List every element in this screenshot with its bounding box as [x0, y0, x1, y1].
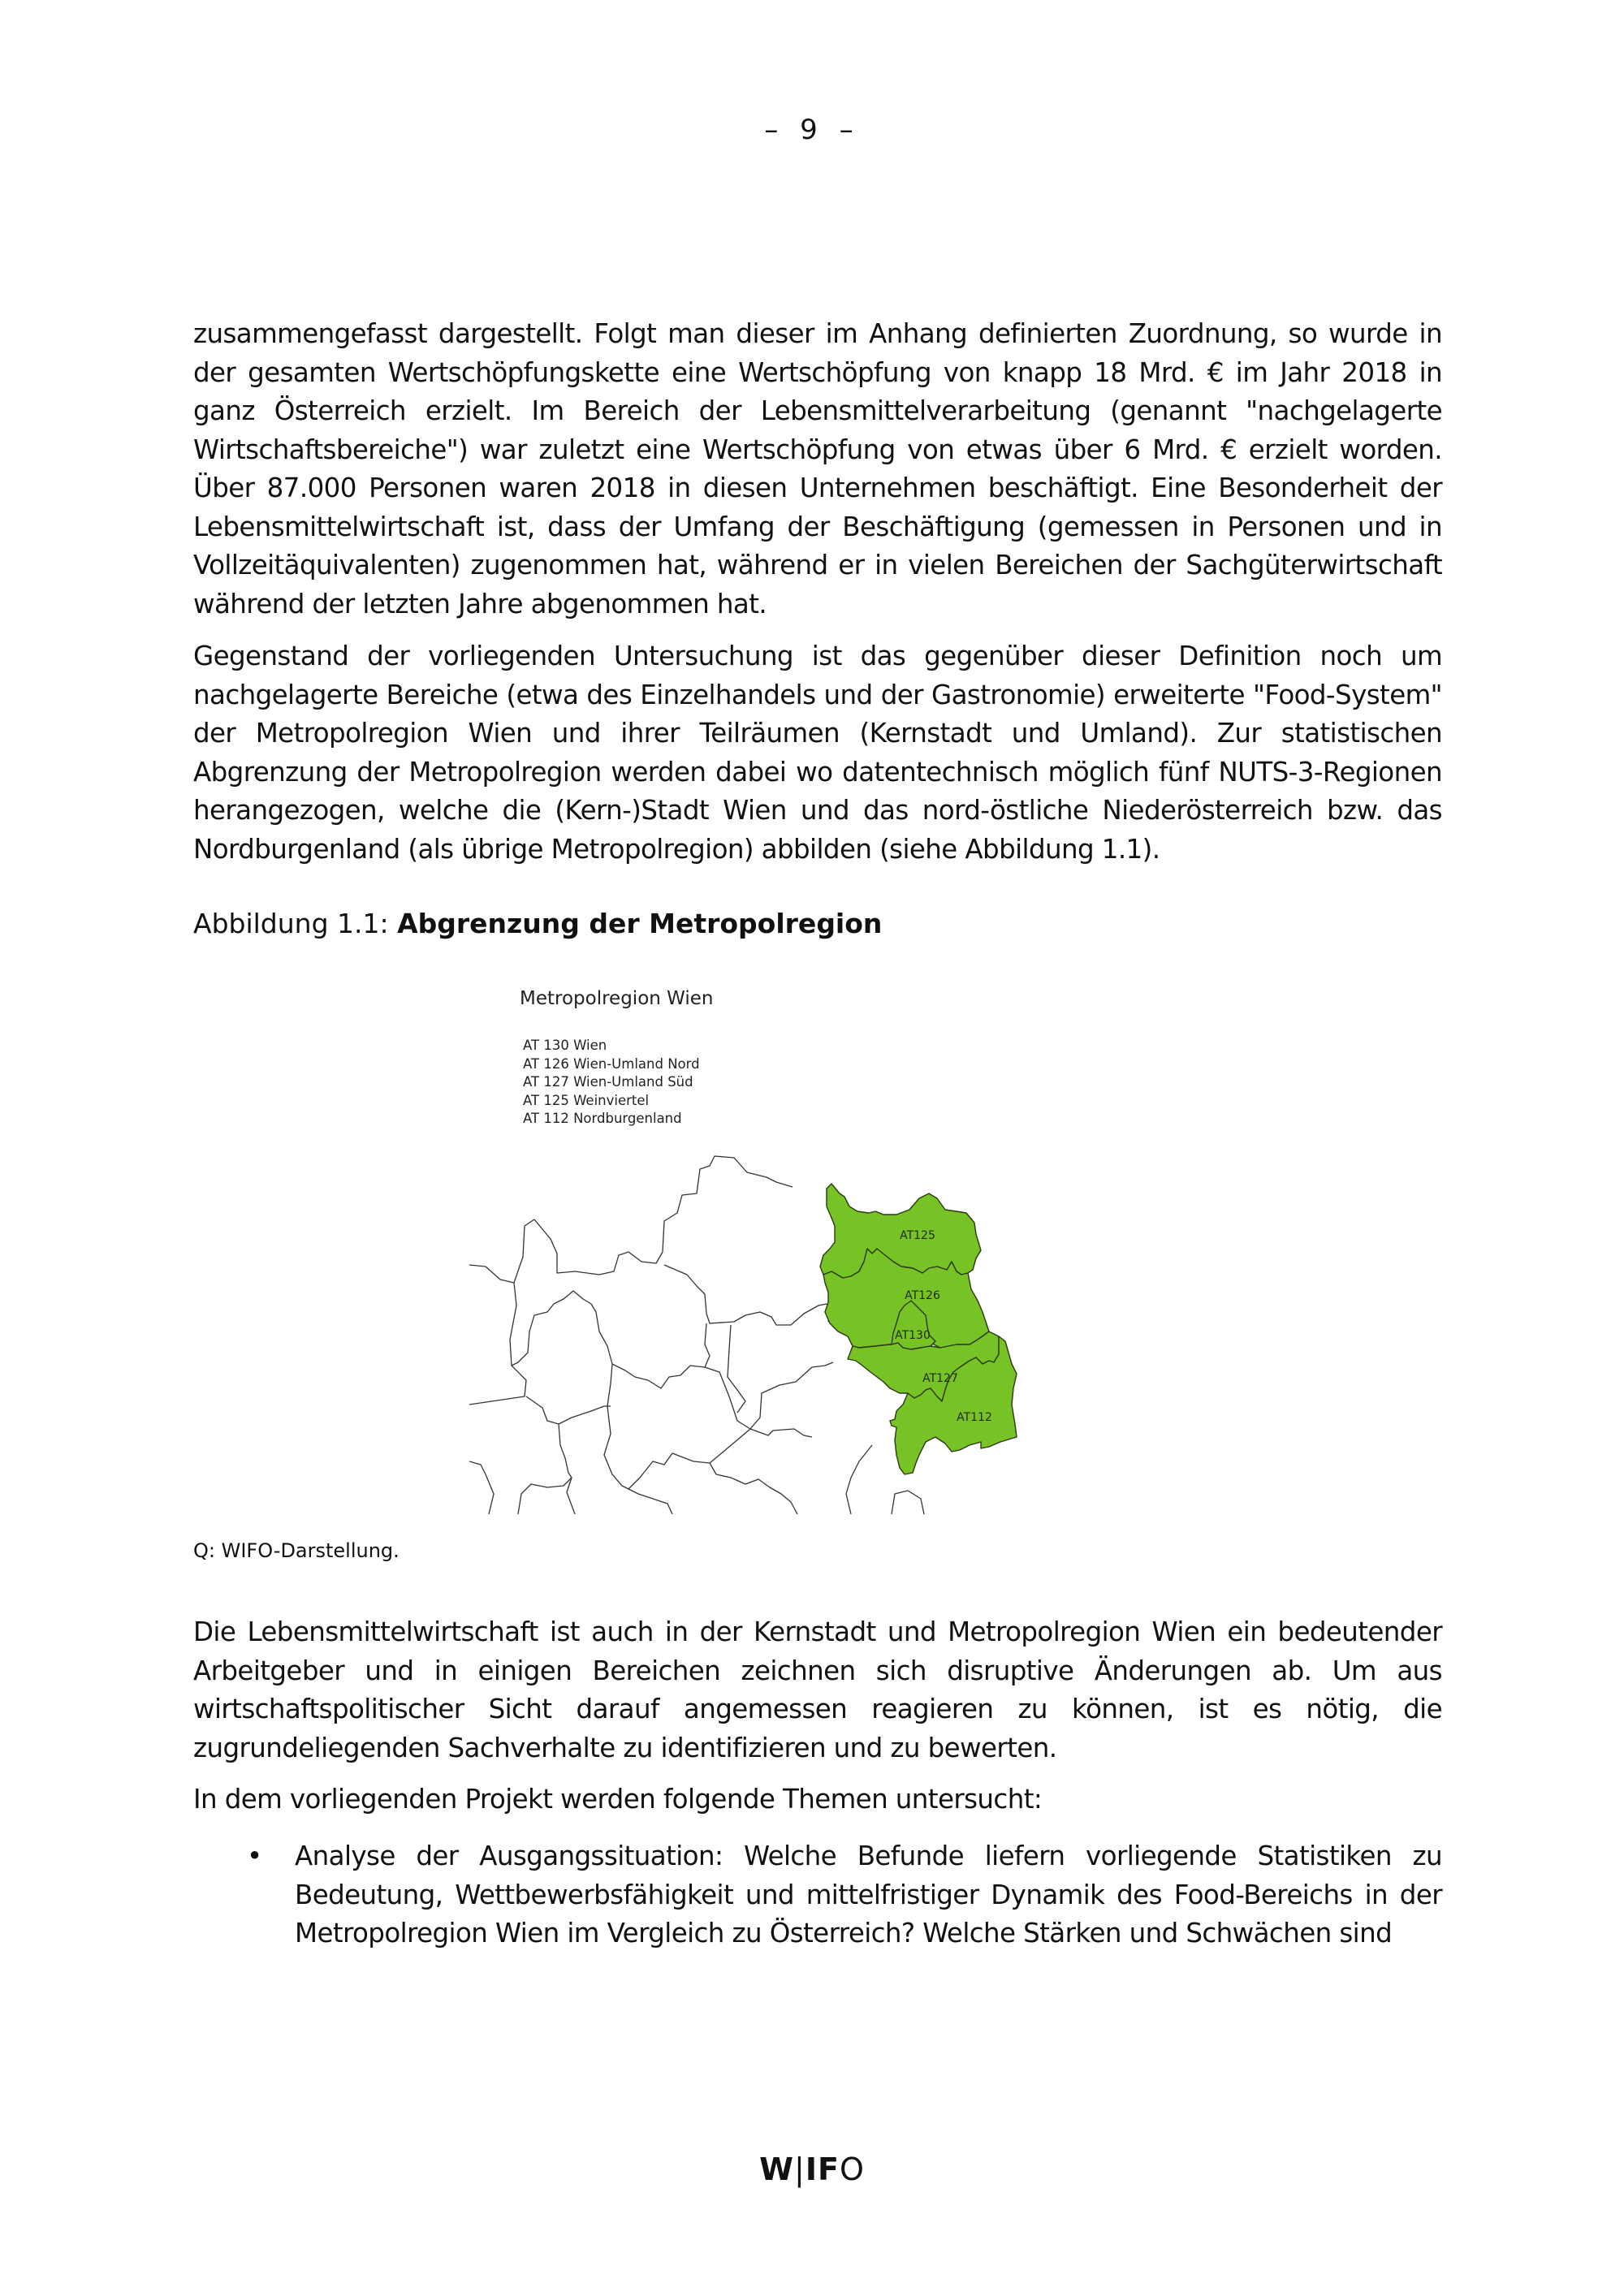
topics-bullet-list: [193, 1837, 1442, 1953]
logo-separator: |: [794, 2151, 806, 2187]
paragraph-text: Die Lebensmittelwirtschaft ist auch in der Kernstadt und Metropolregion Wien ein bedeutender Arbeitgeber und in einigen Bereichen zeichnen sich disruptive Änderungen ab. Um aus wirtschaftspolitischer Sicht darauf angemessen reagieren zu können, ist es nötig, die zugrundeliegenden Sachverhalte zu identifizieren und zu bewerten.: [193, 1616, 1442, 1763]
paragraph-relevance: [193, 1613, 1442, 1767]
legend-item: AT 127 Wien-Umland Süd: [523, 1074, 693, 1090]
region-boundary: [534, 1291, 710, 1388]
label-at127: AT127: [922, 1372, 958, 1385]
map-legend: [523, 1037, 700, 1129]
region-boundary: [750, 1362, 833, 1429]
region-boundary: [628, 1489, 672, 1514]
paragraph-text: In dem vorliegenden Projekt werden folgende Themen untersucht:: [193, 1784, 1043, 1815]
paragraph-text: Gegenstand der vorliegenden Untersuchung ist das gegenüber dieser Definition noch um nachgelagerte Bereiche (etwa des Einzelhandels und der Gastronomie) erweiterte "Food-System" der Metropolregion Wien und ihrer Teilräumen (Kernstadt und Umland). Zur statistischen Abgrenzung der Metropolregion werden dabei wo datentechnisch möglich fünf NUTS-3-Regionen herangezogen, welche die (Kern-)Stadt Wien und das nord-östliche Niederösterreich bzw. das Nordburgenland (als übrige Metropolregion) abbilden (siehe Abbildung 1.1).: [193, 641, 1442, 865]
region-boundary: [514, 1156, 793, 1283]
bullet-icon: •: [247, 1841, 262, 1871]
legend-item: AT 130 Wien: [523, 1038, 607, 1053]
label-at126: AT126: [905, 1289, 940, 1302]
logo-letters: IF: [805, 2151, 840, 2187]
region-boundary: [892, 1491, 924, 1514]
region-boundary: [518, 1478, 572, 1514]
region-boundary: [710, 1463, 797, 1514]
wifo-logo: [0, 2151, 1624, 2187]
nuts3-map: [469, 1153, 1070, 1514]
figure-caption-prefix: Abbildung 1.1:: [193, 908, 398, 939]
region-boundary: [469, 1265, 526, 1405]
label-at125: AT125: [900, 1229, 935, 1242]
label-at130: AT130: [895, 1329, 931, 1342]
region-boundary: [559, 1406, 611, 1424]
page-number: – 9 –: [764, 114, 860, 146]
region-boundary: [604, 1364, 750, 1489]
paragraph-text: zusammengefasst dargestellt. Folgt man dieser im Anhang definierten Zuordnung, so wurde in der gesamten Wertschöpfungskette eine Wertschöpfung von knapp 18 Mrd. € im Jahr 2018 in ganz Österreich erzielt. Im Bereich der Lebensmittelverarbeitung (genannt "nachgelagerte Wirtschaftsbereiche") war zuletzt eine Wertschöpfung von etwas über 6 Mrd. € erzielt worden. Über 87.000 Personen waren 2018 in diesen Unternehmen beschäftigt. Eine Besonderheit der Lebensmittelwirtschaft ist, dass der Umfang der Beschäftigung (gemessen in Personen und in Vollzeitäquivalenten) zugenommen hat, während er in vielen Bereichen der Sachgüterwirtschaft während der letzten Jahre abgenommen hat.: [193, 318, 1442, 619]
paragraph-study-subject: [193, 637, 1442, 869]
list-item-text: Analyse der Ausgangssituation: Welche Befunde liefern vorliegende Statistiken zu Bedeutung, Wettbewerbsfähigkeit und mittelfristiger Dynamik des Food-Bereichs in der Metropolregion Wien im Vergleich zu Österreich? Welche Stärken und Schwächen sind: [295, 1841, 1442, 1949]
region-boundary: [846, 1445, 872, 1514]
region-boundary: [705, 1367, 812, 1437]
list-item: [193, 1837, 1442, 1953]
paragraph-value-added: [193, 315, 1442, 624]
figure-caption: [193, 908, 882, 939]
region-boundary: [512, 1315, 534, 1366]
region-boundary: [469, 1461, 494, 1514]
metropolregion-map-figure: [469, 978, 1070, 1514]
label-at112: AT112: [957, 1411, 992, 1424]
paragraph-topics-intro: [193, 1780, 1442, 1819]
logo-circle-letter: O: [839, 2151, 865, 2187]
legend-item: AT 126 Wien-Umland Nord: [523, 1055, 700, 1072]
logo-letter: W: [759, 2151, 795, 2187]
legend-item: AT 125 Weinviertel: [523, 1092, 650, 1108]
region-boundary: [526, 1396, 575, 1514]
map-title: Metropolregion Wien: [520, 988, 714, 1009]
region-boundary: [664, 1265, 827, 1325]
legend-item: AT 112 Nordburgenland: [523, 1111, 682, 1126]
figure-caption-title: Abgrenzung der Metropolregion: [397, 908, 883, 939]
figure-source: Q: WIFO-Darstellung.: [193, 1539, 400, 1562]
